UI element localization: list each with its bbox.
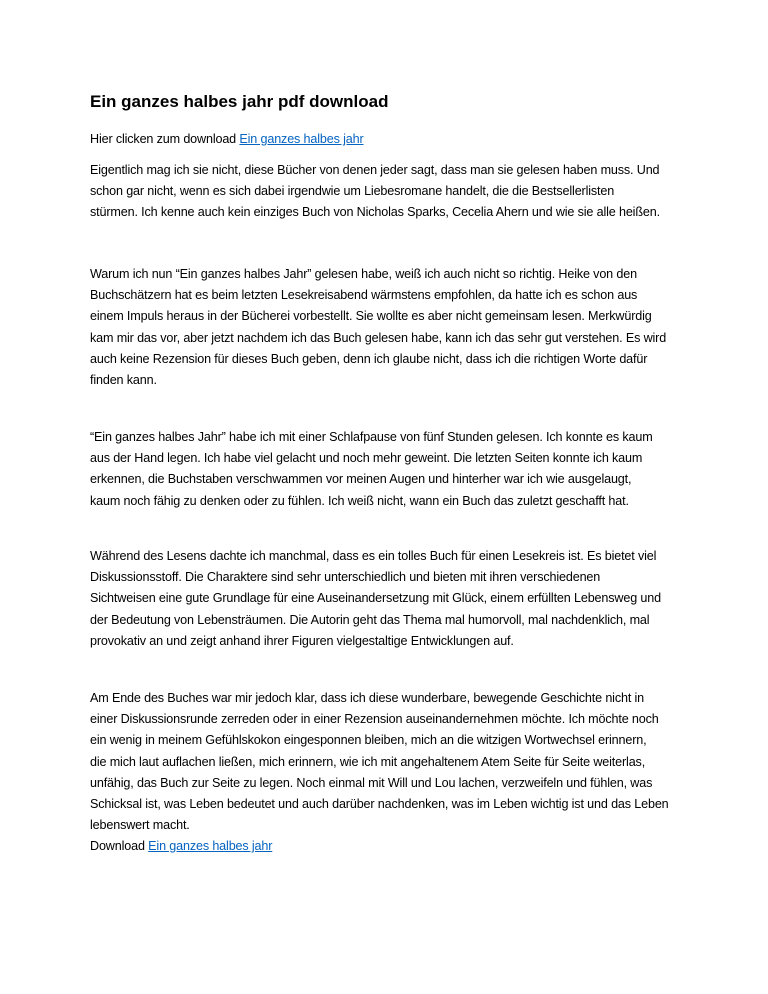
paragraph-4 [90, 546, 684, 652]
paragraph-line: kaum noch fähig zu denken oder zu fühlen. Ich weiß nicht, wann ein Buch das zuletzt geschafft hat. [90, 493, 629, 508]
download-link[interactable]: Ein ganzes halbes jahr [148, 839, 273, 853]
paragraph-1 [90, 160, 684, 224]
intro-line [90, 129, 684, 150]
paragraph-line: einem Impuls heraus in der Bücherei vorbestellt. Sie wollte es aber nicht gemeinsam lesen. Merkwürdig [90, 309, 652, 324]
paragraph-line: kam mir das vor, aber jetzt nachdem ich das Buch gelesen habe, kann ich das sehr gut verstehen. Es wird [90, 330, 667, 345]
paragraph-line: erkennen, die Buchstaben verschwammen vor meinen Augen und hinterher war ich wie ausgelaugt, [90, 472, 632, 487]
paragraph-line: lebenswert macht. [90, 818, 190, 833]
download-text: Download [90, 839, 149, 853]
intro-download-link[interactable]: Ein ganzes halbes jahr [239, 132, 364, 146]
paragraph-line: Buchschätzern hat es beim letzten Lesekreisabend wärmstens empfohlen, da hatte ich es schon aus [90, 288, 638, 303]
paragraph-line: einer Diskussionsrunde zerreden oder in einer Rezension auseinandernehmen möchte. Ich möchte noch [90, 712, 659, 727]
paragraph-line: schon gar nicht, wenn es sich dabei irgendwie um Liebesromane handelt, die die Bestsellerlisten [90, 184, 615, 199]
paragraph-line: Sichtweisen eine gute Grundlage für eine Auseinandersetzung mit Glück, einem erfüllten Lebensweg und [90, 591, 661, 606]
paragraph-2 [90, 264, 684, 391]
paragraph-line: der Bedeutung von Lebensträumen. Die Autorin geht das Thema mal humorvoll, mal nachdenklich, mal [90, 612, 650, 627]
download-line [90, 836, 684, 857]
paragraph-line: ein wenig in meinem Gefühlskokon eingesponnen bleiben, mich an die witzigen Wortwechsel erinnern, [90, 733, 647, 748]
paragraph-line: Schicksal ist, was Leben bedeutet und auch darüber nachdenken, was im Leben wichtig ist und das Leben [90, 797, 669, 812]
paragraph-line: Diskussionsstoff. Die Charaktere sind sehr unterschiedlich und bieten mit ihren verschiedenen [90, 570, 601, 585]
paragraph-line: die mich laut auflachen ließen, mich erinnern, wie ich mit angehaltenem Atem Seite für Seite weiterlas, [90, 754, 646, 769]
paragraph-line: finden kann. [90, 373, 157, 388]
intro-text: Hier clicken zum download [90, 132, 240, 146]
page-title: Ein ganzes halbes jahr pdf download [90, 92, 389, 111]
paragraph-line: aus der Hand legen. Ich habe viel gelacht und noch mehr geweint. Die letzten Seiten konnte ich kaum [90, 451, 643, 466]
paragraph-3 [90, 427, 684, 512]
paragraph-line: provokativ an und zeigt anhand ihrer Figuren vielgestaltige Entwicklungen auf. [90, 633, 514, 648]
paragraph-line: “Ein ganzes halbes Jahr” habe ich mit einer Schlafpause von fünf Stunden gelesen. Ich konnte es kaum [90, 430, 653, 444]
paragraph-line: Eigentlich mag ich sie nicht, diese Bücher von denen jeder sagt, dass man sie gelesen haben muss. Und [90, 163, 660, 177]
paragraph-line: Während des Lesens dachte ich manchmal, dass es ein tolles Buch für einen Lesekreis ist. Es bietet viel [90, 549, 657, 563]
paragraph-line: Warum ich nun “Ein ganzes halbes Jahr” gelesen habe, weiß ich auch nicht so richtig. Heike von den [90, 267, 637, 281]
paragraph-line: unfähig, das Buch zur Seite zu legen. Noch einmal mit Will und Lou lachen, verzweifeln und fühlen, was [90, 775, 653, 790]
paragraph-line: auch keine Rezension für dieses Buch geben, denn ich glaube nicht, dass ich die richtigen Worte dafür [90, 351, 648, 366]
paragraph-5 [90, 688, 684, 836]
paragraph-line: Am Ende des Buches war mir jedoch klar, dass ich diese wunderbare, bewegende Geschichte nicht in [90, 691, 645, 705]
paragraph-line: stürmen. Ich kenne auch kein einziges Buch von Nicholas Sparks, Cecelia Ahern und wie sie alle heißen. [90, 205, 660, 220]
